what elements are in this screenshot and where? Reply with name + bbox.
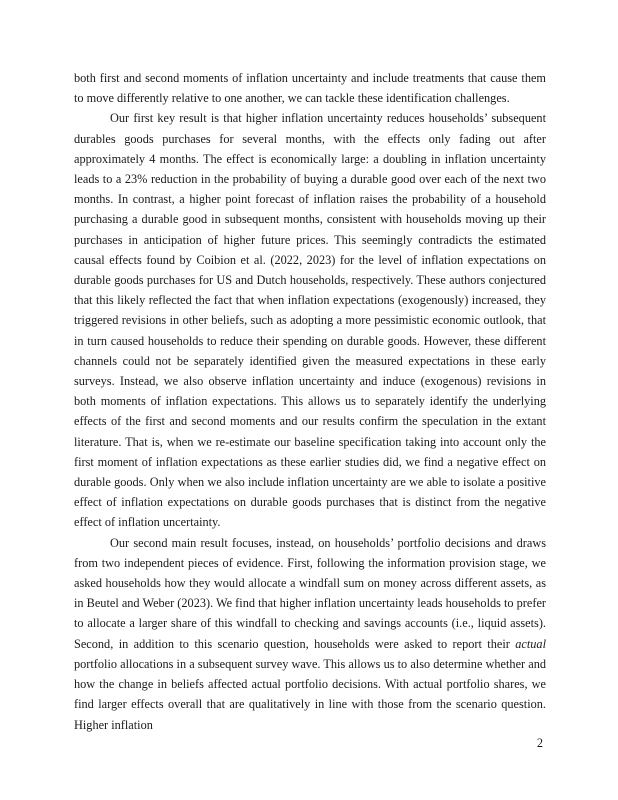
- paragraph-text-after-italic: portfolio allocations in a subsequent survey wave. This allows us to also determine whether and how the change in beliefs affected actual portfolio decisions. With actual portfolio shares, we find larger effects overall that are qualitatively in line with those from the scenario question. Higher inflation: [74, 656, 546, 732]
- paper-body: [74, 68, 546, 735]
- paragraph-second-main-result: [74, 533, 546, 735]
- page-number-label: 2: [536, 736, 544, 750]
- page-number: [0, 736, 618, 751]
- paragraph-text-before-italic: Our second main result focuses, instead, on households’ portfolio decisions and draws from two independent pieces of evidence. First, following the information provision stage, we asked households how they would allocate a windfall sum on money across different assets, as in Beutel and Weber (2023). We find that higher inflation uncertainty leads households to prefer to allocate a larger share of this windfall to checking and savings accounts (i.e., liquid assets). Second, in addition to this scenario question, households were asked to report their: [74, 535, 546, 651]
- paragraph-continuation: both first and second moments of inflation uncertainty and include treatments that cause them to move differently relative to one another, we can tackle these identification challenges.: [74, 71, 546, 106]
- italic-emphasis: actual: [515, 636, 546, 651]
- paragraph-first-key-result: Our first key result is that higher inflation uncertainty reduces households’ subsequent durables goods purchases for several months, with the effects only fading out after approximately 4 months. The effect is economically large: a doubling in inflation uncertainty leads to a 23% reduction in the probability of buying a durable good over each of the next two months. In contrast, a higher point forecast of inflation raises the probability of a household purchasing a durable good in subsequent months, consistent with households moving up their purchases in anticipation of higher future prices. This seemingly contradicts the estimated causal effects found by Coibion et al. (2022, 2023) for the level of inflation expectations on durable goods purchases for US and Dutch households, respectively. These authors conjectured that this likely reflected the fact that when inflation expectations (exogenously) increased, they triggered revisions in other beliefs, such as adopting a more pessimistic economic outlook, that in turn caused households to reduce their spending on durable goods. However, these different channels could not be separately identified given the measured expectations in these early surveys. Instead, we also observe inflation uncertainty and induce (exogenous) revisions in both moments of inflation expectations. This allows us to separately identify the underlying effects of the first and second moments and our results confirm the speculation in the extant literature. That is, when we re-estimate our baseline specification taking into account only the first moment of inflation expectations as these earlier studies did, we find a negative effect on durable goods. Only when we also include inflation uncertainty are we able to isolate a positive effect of inflation expectations on durable goods purchases that is distinct from the negative effect of inflation uncertainty.: [74, 111, 546, 530]
